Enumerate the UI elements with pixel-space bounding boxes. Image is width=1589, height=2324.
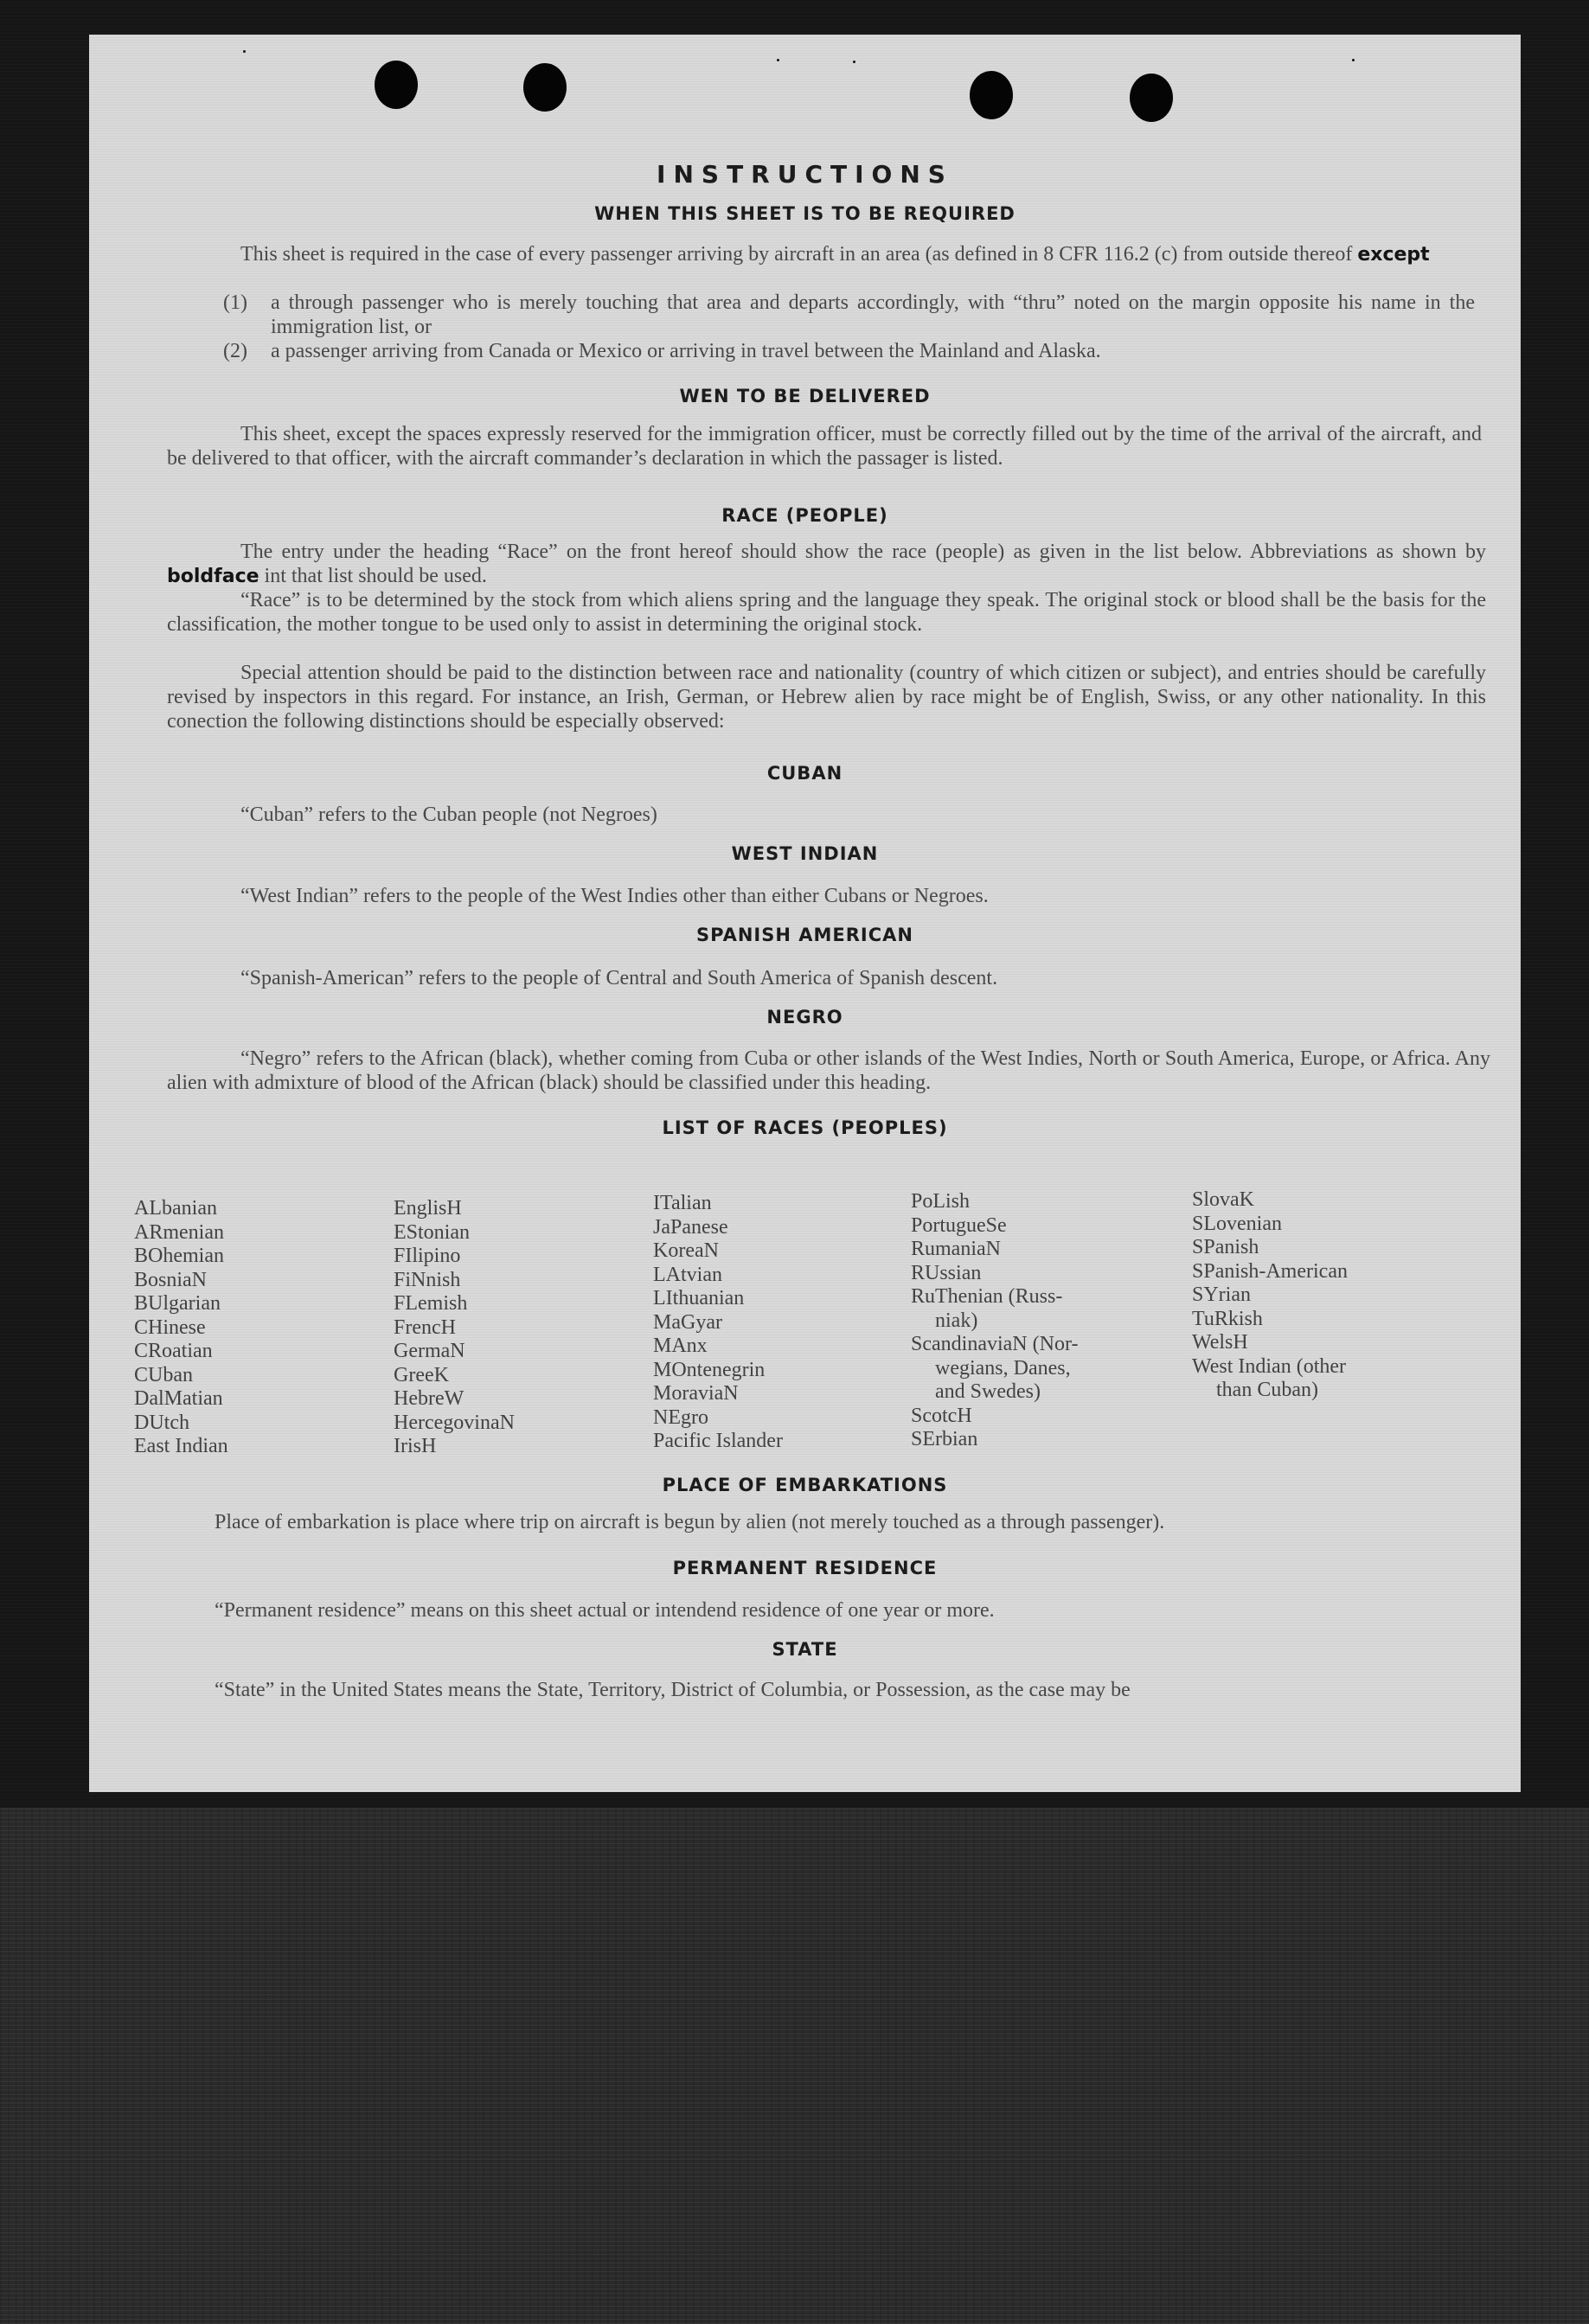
race-item: West Indian (other: [1192, 1354, 1347, 1378]
negro-text: “Negro” refers to the African (black), whether coming from Cuba or other islands of the West Indies, North or South America, Europe, or Africa. Any alien with admixture of blood of the African (black) should be classified under this heading.: [167, 1047, 1490, 1094]
race-item: CRoatian: [134, 1340, 213, 1362]
spanish-american-heading: SPANISH AMERICAN: [696, 925, 913, 945]
race-item: BosniaN: [134, 1268, 207, 1291]
race-item: PortugueSe: [911, 1213, 1007, 1237]
race-paragraph-1: [167, 540, 1486, 589]
race-item: RUssian: [911, 1261, 982, 1284]
west-indian-heading: WEST INDIAN: [731, 843, 879, 864]
race-item: Pacific Islander: [653, 1430, 783, 1452]
race-item: HebreW: [394, 1387, 465, 1410]
race-item: HercegovinaN: [394, 1411, 515, 1434]
race-item: CHinese: [134, 1316, 206, 1339]
races-list-heading: LIST OF RACES (PEOPLES): [662, 1117, 948, 1138]
when-required-heading: WHEN THIS SHEET IS TO BE REQUIRED: [594, 203, 1016, 224]
race-paragraph-2: “Race” is to be determined by the stock from which aliens spring and the language they speak. The original stock or blood shall be the basis for the classification, the mother tongue to be used only to assist in determining the original stock.: [167, 589, 1486, 636]
instruction-sheet: [89, 35, 1521, 1792]
race-item: NEgro: [653, 1405, 708, 1429]
race-item: SYrian: [1192, 1284, 1251, 1306]
race-item: ARmenian: [134, 1220, 224, 1244]
race-column-2: [394, 1197, 515, 1459]
punch-hole-1: [375, 61, 418, 109]
race-item: LIthuanian: [653, 1287, 745, 1309]
race-item: GermaN: [394, 1340, 465, 1362]
race-item: ScotcH: [911, 1404, 972, 1427]
race-paragraph-1-end: int that list should be used.: [264, 565, 487, 587]
race-item: MoraviaN: [653, 1382, 739, 1405]
residence-text: “Permanent residence” means on this sheet actual or intendend residence of one year or more.: [215, 1599, 995, 1622]
state-text: “State” in the United States means the State, Territory, District of Columbia, or Possession, as the case may be: [215, 1679, 1131, 1701]
delivered-heading: WEN TO BE DELIVERED: [679, 386, 931, 407]
race-item: SErbian: [911, 1428, 978, 1450]
race-item-continuation: and Swedes): [935, 1380, 1041, 1403]
cuban-text: “Cuban” refers to the Cuban people (not Negroes): [240, 803, 657, 826]
residence-heading: PERMANENT RESIDENCE: [672, 1558, 938, 1578]
requirement-item-1-number: (1): [223, 291, 247, 314]
race-item: RuThenian (Russ-: [911, 1285, 1063, 1308]
race-item: DUtch: [134, 1411, 189, 1434]
speck-2: [777, 59, 779, 61]
race-item-continuation: than Cuban): [1216, 1379, 1318, 1401]
race-item: TuRkish: [1192, 1307, 1263, 1330]
race-item: KoreaN: [653, 1239, 719, 1262]
race-item: BOhemian: [134, 1245, 224, 1267]
race-item: PoLish: [911, 1190, 971, 1213]
race-item: ITalian: [653, 1192, 712, 1214]
race-item: LAtvian: [653, 1263, 722, 1286]
punch-hole-3: [970, 71, 1013, 119]
except-bold-text: except: [1357, 244, 1430, 266]
race-item: DalMatian: [134, 1387, 223, 1410]
race-item: SPanish-American: [1192, 1259, 1348, 1283]
speck-4: [1352, 59, 1355, 61]
race-item: MaGyar: [653, 1310, 722, 1334]
race-column-4: [911, 1190, 1078, 1452]
speck-3: [853, 61, 855, 63]
state-heading: STATE: [772, 1639, 838, 1660]
when-required-intro: [167, 242, 1473, 267]
race-paragraph-3: Special attention should be paid to the distinction between race and nationality (country of which citizen or subject), and entries should be carefully revised by inspectors in this regard. For instance, an Irish, German, or Hebrew alien by race might be of English, Swiss, or any other nationality. In this conection the following distinctions should be especially observed:: [167, 662, 1486, 733]
race-item: RumaniaN: [911, 1238, 1001, 1260]
race-item: GreeK: [394, 1363, 449, 1386]
race-item: SlovaK: [1192, 1188, 1254, 1211]
west-indian-text: “West Indian” refers to the people of the West Indies other than either Cubans or Negroes.: [240, 885, 989, 907]
race-item: WelsH: [1192, 1331, 1248, 1354]
race-heading: RACE (PEOPLE): [721, 505, 888, 526]
race-column-5: [1192, 1188, 1348, 1403]
when-required-intro-text: This sheet is required in the case of every passenger arriving by aircraft in an area (as defined in 8 CFR 116.2 (c) from outside thereof: [240, 243, 1353, 266]
race-item-continuation: niak): [935, 1309, 978, 1332]
race-item: SPanish: [1192, 1236, 1259, 1258]
delivered-text: This sheet, except the spaces expressly reserved for the immigration officer, must be correctly filled out by the time of the arrival of the aircraft, and be delivered to that officer, with the aircraft commander’s declaration in which the passager is listed.: [167, 423, 1482, 470]
race-item: FIlipino: [394, 1245, 461, 1267]
race-item: MOntenegrin: [653, 1358, 766, 1381]
race-item: EStonian: [394, 1220, 470, 1244]
requirement-item-1-text: a through passenger who is merely touching that area and departs accordingly, with “thru” noted on the margin opposite his name in the immigration list, or: [271, 291, 1475, 338]
embarkation-heading: PLACE OF EMBARKATIONS: [662, 1475, 948, 1495]
scan-lower-area: [0, 1808, 1589, 2324]
instructions-title: INSTRUCTIONS: [657, 160, 953, 189]
race-item: BUlgarian: [134, 1292, 221, 1315]
punch-hole-2: [523, 63, 567, 112]
punch-hole-4: [1130, 74, 1173, 122]
requirement-item-2-number: (2): [223, 340, 247, 362]
requirement-item-2: [223, 339, 1475, 363]
embarkation-text: Place of embarkation is place where trip on aircraft is begun by alien (not merely touched as a through passenger).: [215, 1511, 1165, 1533]
race-item: FiNnish: [394, 1268, 461, 1291]
race-item: CUban: [134, 1363, 193, 1386]
race-item: ScandinaviaN (Nor-: [911, 1333, 1079, 1355]
cuban-heading: CUBAN: [766, 763, 843, 784]
race-column-3: [653, 1192, 783, 1454]
race-column-1: [134, 1197, 228, 1459]
race-item: ALbanian: [134, 1197, 217, 1220]
race-item: MAnx: [653, 1335, 708, 1357]
requirement-item-2-text: a passenger arriving from Canada or Mexico or arriving in travel between the Mainland and Alaska.: [271, 340, 1101, 362]
race-item-continuation: wegians, Danes,: [935, 1356, 1071, 1380]
boldface-text: boldface: [167, 566, 259, 587]
race-item: FLemish: [394, 1292, 468, 1315]
race-item: EnglisH: [394, 1197, 462, 1220]
race-item: JaPanese: [653, 1215, 728, 1239]
negro-heading: NEGRO: [766, 1007, 843, 1028]
race-paragraph-1-text: The entry under the heading “Race” on the front hereof should show the race (people) as given in the list below. Abbreviations as shown by: [240, 541, 1486, 563]
race-item: IrisH: [394, 1435, 437, 1457]
race-item: East Indian: [134, 1435, 228, 1457]
speck-1: [243, 50, 246, 53]
race-item: SLovenian: [1192, 1212, 1282, 1235]
spanish-american-text: “Spanish-American” refers to the people of Central and South America of Spanish descent.: [240, 967, 998, 989]
requirement-item-1: [223, 291, 1475, 339]
race-item: FrencH: [394, 1316, 456, 1339]
